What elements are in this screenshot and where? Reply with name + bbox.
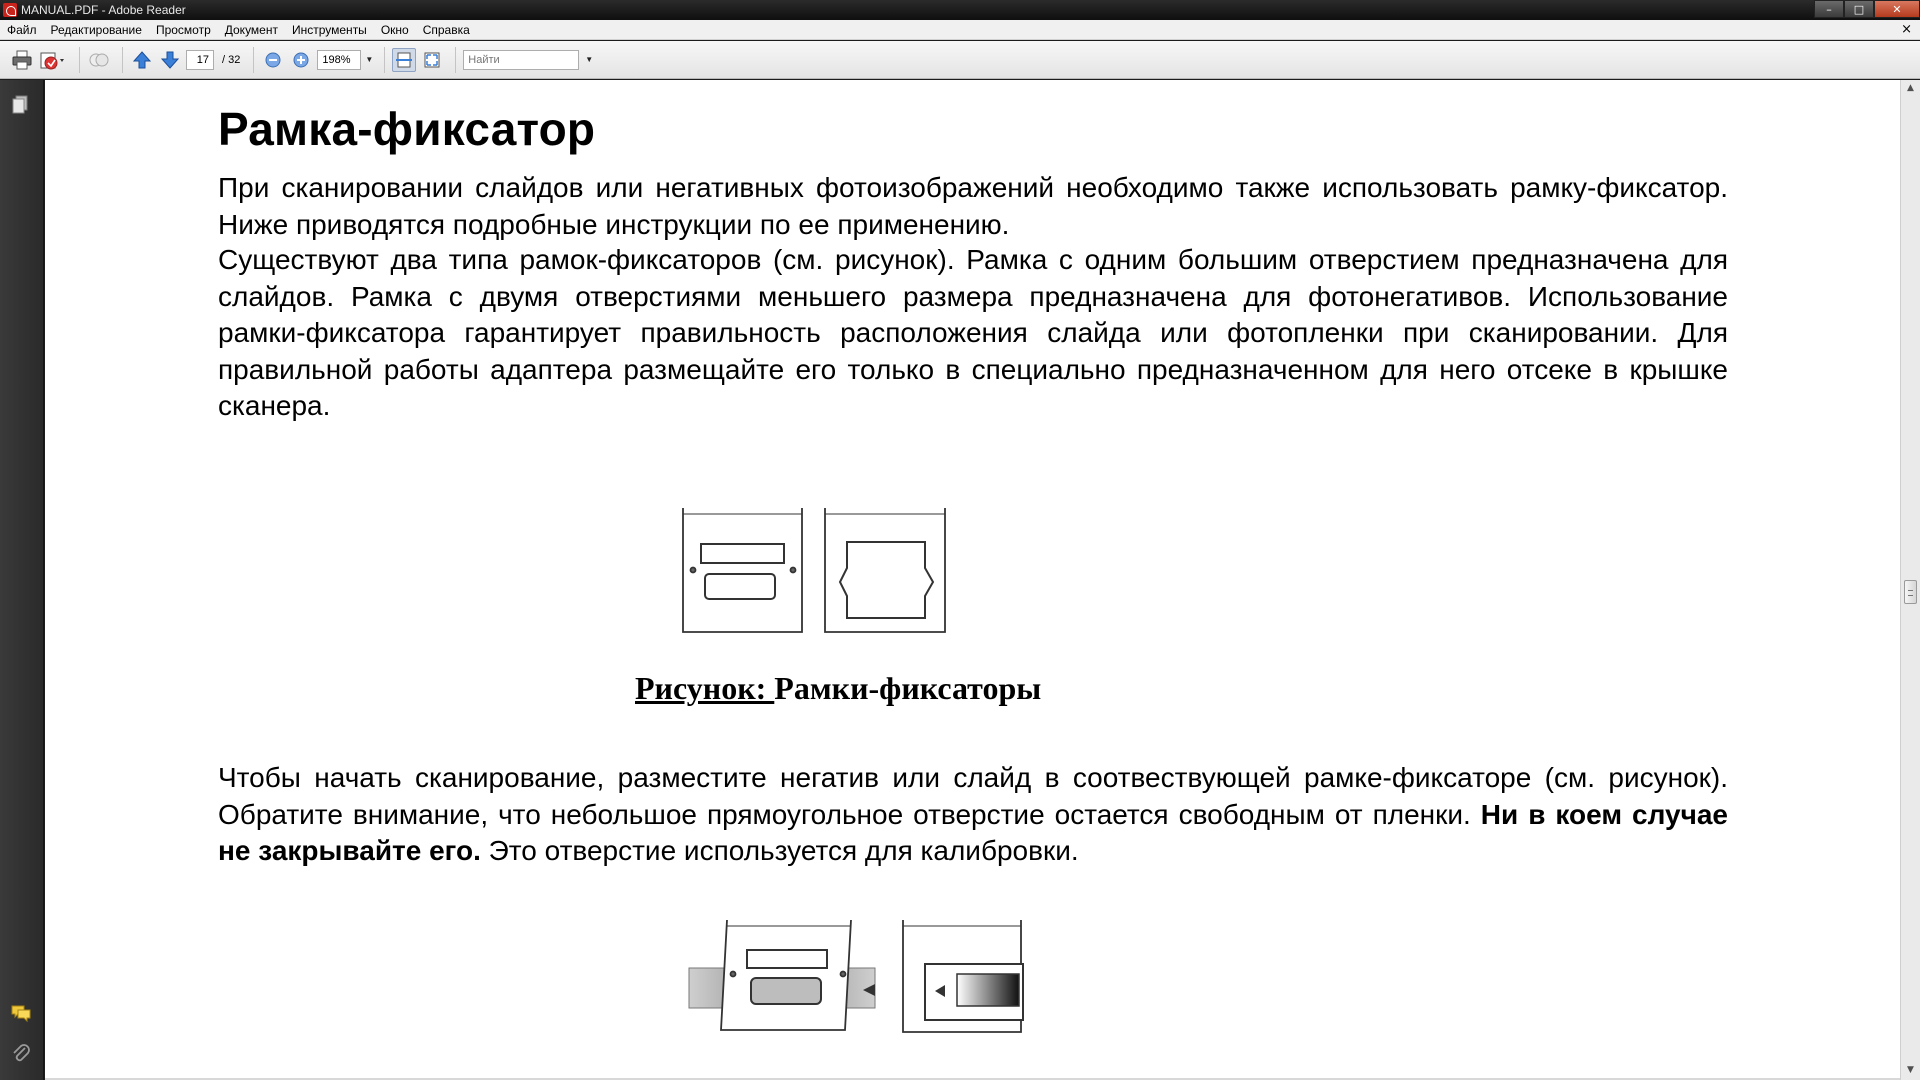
frame-holders-figure — [675, 500, 995, 640]
title-bar — [0, 0, 1920, 20]
zoom-dropdown-icon[interactable]: ▼ — [365, 55, 374, 64]
menu-view[interactable]: Просмотр — [155, 22, 211, 37]
adobe-reader-icon — [3, 3, 17, 17]
toolbar-separator — [253, 47, 254, 73]
window-title: MANUAL.PDF - Adobe Reader — [21, 3, 186, 17]
fit-page-button[interactable] — [392, 48, 416, 72]
close-document-button[interactable]: × — [1901, 22, 1912, 37]
attachments-icon[interactable] — [10, 1043, 32, 1065]
paragraph-scanning-start: Чтобы начать сканирование, разместите негатив или слайд в соотвествующей рамке-фиксаторе (см. рисунок). Обратите внимание, что небольшое прямоугольное отверстие остается свободным от пленки. — [218, 762, 1728, 830]
document-viewport[interactable] — [45, 80, 1900, 1078]
page-total: / 32 — [222, 53, 241, 66]
comments-icon[interactable] — [10, 1002, 32, 1024]
toolbar — [0, 41, 1920, 79]
next-page-button[interactable] — [158, 48, 182, 72]
figure-caption-label: Рисунок: — [635, 670, 775, 706]
section-heading: Рамка-фиксатор — [218, 103, 596, 155]
prev-page-button[interactable] — [130, 48, 154, 72]
pdf-page — [45, 80, 1900, 1078]
collaborate-button[interactable] — [87, 48, 111, 72]
figure-caption-text: Рамки-фиксаторы — [774, 670, 1042, 706]
zoom-in-button[interactable] — [289, 48, 313, 72]
paragraph-scanning — [218, 760, 1728, 870]
menu-edit[interactable]: Редактирование — [50, 22, 142, 37]
find-dropdown-icon[interactable]: ▼ — [585, 55, 594, 64]
fit-page-icon — [395, 51, 413, 69]
paragraph-scanning-end: Это отверстие используется для калибровки. — [480, 835, 1079, 866]
paragraph-frame-types: Существуют два типа рамок-фиксаторов (см. рисунок). Рамка с одним большим отверстием предназначена для слайдов. Рамка с двумя отверстиями меньшего размера предназначена для фотонегативов. Использование рамки-фиксатора гарантирует правильность расположения слайда или фотопленки при сканировании. Для правильной работы адаптера размещайте его только в специально предназначенном для него отсеке в крышке сканера. — [218, 244, 1728, 421]
menu-help[interactable]: Справка — [422, 22, 470, 37]
scroll-down-button[interactable]: ▼ — [1907, 1065, 1914, 1075]
frame-loading-figure — [635, 910, 1055, 1060]
fullscreen-icon — [423, 51, 441, 69]
vertical-scrollbar[interactable] — [1900, 80, 1920, 1080]
paragraph-scanning-warning: Ни в коем случае не закрывайте его. — [218, 798, 1728, 866]
menu-window[interactable]: Окно — [380, 22, 409, 37]
scroll-up-button[interactable]: ▲ — [1907, 83, 1914, 93]
find-input[interactable] — [463, 50, 579, 70]
email-icon — [39, 49, 67, 71]
menu-document[interactable]: Документ — [224, 22, 278, 37]
paragraph-intro: При сканировании слайдов или негативных фотоизображений необходимо также использовать рамку-фиксатор. Ниже приводятся подробные инструкции по ее применению. — [218, 172, 1728, 240]
close-button[interactable]: ✕ — [1874, 0, 1920, 18]
minimize-button[interactable]: – — [1814, 0, 1844, 18]
email-button[interactable] — [38, 48, 68, 72]
toolbar-separator — [122, 47, 123, 73]
menu-file[interactable]: Файл — [7, 22, 37, 37]
window-controls — [1814, 0, 1920, 20]
toolbar-separator — [384, 47, 385, 73]
print-button[interactable] — [10, 48, 34, 72]
maximize-button[interactable]: □ — [1844, 0, 1874, 18]
navigation-pane — [0, 80, 44, 1080]
menu-bar — [0, 20, 1920, 40]
page-number-input[interactable] — [186, 50, 214, 70]
zoom-out-icon — [264, 51, 282, 69]
prev-page-icon — [131, 49, 153, 71]
toolbar-separator — [455, 47, 456, 73]
print-icon — [11, 49, 33, 71]
zoom-in-icon — [292, 51, 310, 69]
collaborate-icon — [88, 49, 110, 71]
figure-caption — [635, 670, 1041, 707]
next-page-icon — [159, 49, 181, 71]
toolbar-separator — [79, 47, 80, 73]
scroll-thumb[interactable] — [1904, 580, 1917, 604]
zoom-input[interactable] — [317, 50, 361, 70]
menu-tools[interactable]: Инструменты — [291, 22, 367, 37]
zoom-out-button[interactable] — [261, 48, 285, 72]
pages-icon[interactable] — [10, 94, 32, 116]
fullscreen-button[interactable] — [420, 48, 444, 72]
